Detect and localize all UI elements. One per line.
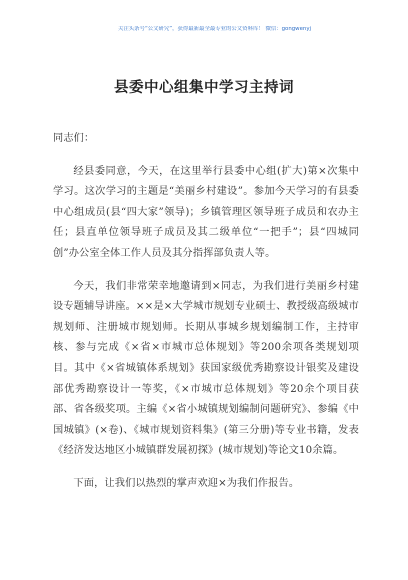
document-title: 县委中心组集中学习主持词 [114, 79, 294, 96]
salutation: 同志们： [53, 133, 95, 144]
paragraph-opening: 经县委同意，今天，在这里举行县委中心组(扩大)第×次集中学习。这次学习的主题是“美丽乡村建设”。参加今天学习的有县委中心组成员(县“四大家”领导)；乡镇管理区领导班子成员和农办主任；县直单位领导班子成员及其二级单位“一把手”；县“四城同创”办公室全体工作人员及其分指挥部负责人等。 [53, 165, 359, 259]
paragraph-closing: 下面，让我们以热烈的掌声欢迎×为我们作报告。 [73, 477, 300, 489]
promo-banner: 关注头条号“公文研究”，获得最新最全最专业的公文资料库！ 微信：gongwenyj [118, 26, 312, 32]
paragraph-speaker-intro: 今天，我们非常荣幸地邀请到×同志，为我们进行美丽乡村建设专题辅导讲座。××是×大学城市规划专业硕士、教授级高级城市规划师、注册城市规划师。长期从事城乡规划编制工作，主持审核、参与完成《×省×市城市总体规划》等200余项各类规划项目。其中《×省城镇体系规划》获国家级优秀勘察设计银奖及建设部优秀勘察设计一等奖，《×市城市总体规划》等20余个项目获部、省各级奖项。主编《×省小城镇规划编制问题研究》、参编《中国城镇》(×卷)、《城市规划资料集》(第三分册)等专业书籍，发表《经济发达地区小城镇群发展初探》(城市规划)等论文10余篇。 [53, 280, 359, 457]
document-body [53, 129, 359, 495]
